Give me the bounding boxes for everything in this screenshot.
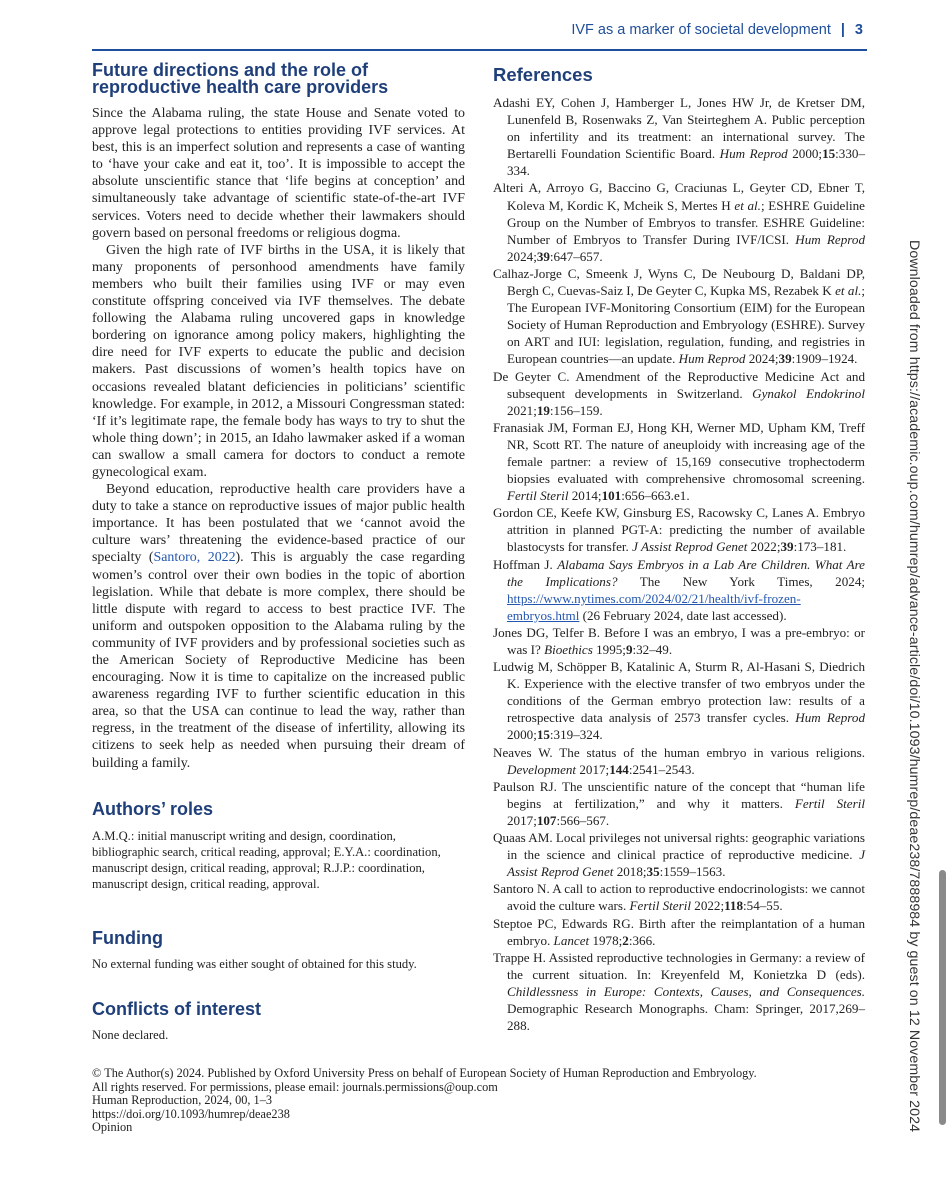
reference-item: Adashi EY, Cohen J, Hamberger L, Jones HW Jr, de Kretser DM, Lunenfeld B, Rosenwaks Z, Van Steirteghem A. Public perception on infertility and its treatment: an international survey. The Bertarelli Foundation Scientific Board. Hum Reprod 2000;15:330–334. [493, 95, 865, 179]
running-title: IVF as a marker of societal development [571, 22, 831, 38]
reference-item: Ludwig M, Schöpper B, Katalinic A, Sturm R, Al-Hasani S, Diedrich K. Experience with the elective transfer of two embryos under the conditions of the German embryo protection law: results of a retrospective data analysis of 2573 transfer cycles. Hum Reprod 2000;15:319–324. [493, 659, 865, 743]
paragraph-3-part-a: Beyond education, reproductive health care providers have a duty to take a stance on reproductive issues of major public health importance. It has been postulated that we ‘cannot avoid the culture wars’ threatening the evidence-based practice of our specialty ( [92, 482, 465, 566]
nytimes-link[interactable]: https://www.nytimes.com/2024/02/21/health/ivf-frozen-embryos.html [507, 590, 801, 623]
references-heading: References [493, 64, 593, 85]
footer-copyright: © The Author(s) 2024. Published by Oxford University Press on behalf of European Society of Human Reproduction and Embryology. [92, 1066, 757, 1080]
reference-item: Jones DG, Telfer B. Before I was an embryo, I was a pre-embryo: or was I? Bioethics 1995;9:32–49. [493, 624, 865, 657]
footer-journal: Human Reproduction, 2024, 00, 1–3 [92, 1093, 272, 1107]
header-rule [92, 49, 867, 51]
future-heading-line1: Future directions and the role of [92, 60, 369, 80]
funding-heading: Funding [92, 927, 163, 948]
footer-permissions: All rights reserved. For permissions, please email: journals.permissions@oup.com [92, 1079, 498, 1094]
reference-item: Paulson RJ. The unscientific nature of the concept that “human life begins at fertilization,” and why it matters. Fertil Steril 2017;107:566–567. [493, 778, 865, 828]
download-watermark: Downloaded from https://academic.oup.com/humrep/advance-article/doi/10.1093/humrep/deae238/7888984 by guest on 12 November 2024 [906, 240, 922, 1133]
authors-roles-heading: Authors’ roles [92, 798, 214, 819]
reference-item: Gordon CE, Keefe KW, Ginsburg ES, Racowsky C, Lanes A. Embryo attrition in planned PGT-A: predicting the number of available blastocysts for transfer. J Assist Reprod Genet 2022;39:173–181. [493, 505, 865, 555]
reference-item: De Geyter C. Amendment of the Reproductive Medicine Act and subsequent developments in Switzerland. Gynakol Endokrinol 2021;19:156–159. [493, 368, 865, 418]
future-heading-line2: reproductive health care providers [92, 77, 389, 97]
paragraph-3 [92, 481, 465, 772]
page-number: 3 [854, 22, 863, 38]
right-column [493, 62, 865, 1034]
left-column [92, 62, 465, 1043]
reference-item: Alteri A, Arroyo G, Baccino G, Craciunas L, Geyter CD, Ebner T, Koleva M, Kordic K, Mcheik S, Mertes H et al.; ESHRE Guideline Group on the Number of Embryos to transfer. ESHRE Guideline: Number of Embryos to Transfer During IVF/ICSI. Hum Reprod 2024;39:647–657. [493, 180, 865, 264]
footer-doi-link[interactable]: https://doi.org/10.1093/humrep/deae238 [92, 1106, 290, 1121]
conflicts-text: None declared. [92, 1027, 169, 1042]
paragraph-2: Given the high rate of IVF births in the USA, it is likely that many proponents of personhood amendments have family members who built their families using IVF or may even constitute offspring conceived via IVF themselves. The debate following the Alabama ruling uncovered gaps in knowledge bordering on ignorance among policy makers, highlighting the dire need for IVF experts to educate the public and decision makers. Past discussions of women’s health topics have on occasions revealed blatant deficiencies in politicians’ scientific knowledge. For example, in 2012, a Missouri Congressman stated: ‘If it’s legitimate rape, the female body has ways to try to shut the whole thing down’; in 2015, an Idaho lawmaker asked if a woman can swallow a small camera for doctors to conduct a remote gynecological exam. [92, 242, 465, 480]
reference-item: Quaas AM. Local privileges not universal rights: geographic variations in the science and clinical practice of reproductive medicine. J Assist Reprod Genet 2018;35:1559–1563. [493, 830, 865, 880]
reference-list [493, 94, 865, 1034]
reference-item: Steptoe PC, Edwards RG. Birth after the reimplantation of a human embryo. Lancet 1978;2:366. [493, 915, 865, 948]
reference-item: Franasiak JM, Forman EJ, Hong KH, Werner MD, Upham KM, Treff NR, Scott RT. The nature of aneuploidy with increasing age of the female partner: a review of 15,169 consecutive trophectoderm biopsies evaluated with comprehensive chromosomal screening. Fertil Steril 2014;101:656–663.e1. [493, 419, 865, 504]
reference-item: Hoffman J. Alabama Says Embryos in a Lab Are Children. What Are the Implications? The New York Times, 2024; https://www.nytimes.com/2024/02/21/health/ivf-frozen-embryos.html (26 February 2024, date last accessed). [493, 556, 866, 623]
reference-item: Trappe H. Assisted reproductive technologies in Germany: a review of the current situation. In: Kreyenfeld M, Konietzka D (eds). Childlessness in Europe: Contexts, Causes, and Consequences. Demographic Research Monographs. Cham: Springer, 2017,269–288. [493, 949, 865, 1034]
scrollbar[interactable] [939, 870, 946, 1125]
footer-article-type: Opinion [92, 1120, 133, 1134]
authors-roles-text: A.M.Q.: initial manuscript writing and design, coordination, bibliographic search, critical reading, approval; E.Y.A.: coordination, manuscript design, critical reading, approval; R.J.P.: coordination, manuscript design, critical reading, approval. [92, 828, 441, 891]
future-directions-body [92, 105, 465, 772]
running-head [571, 22, 863, 38]
citation-link-santoro[interactable]: Santoro, 2022 [153, 550, 236, 566]
conflicts-heading: Conflicts of interest [92, 998, 262, 1019]
paragraph-3-part-b: ). This is arguably the case regarding women’s control over their own bodies in the topic of abortion legislation. While that debate is more complex, there should be little dispute with regard to access to best practice IVF. The uniform and outspoken opposition to the Alabama ruling by the community of IVF providers and by professional societies such as the American Society of Reproductive Medicine has been encouraging. Now it is time to capitalize on the increased public awareness regarding IVF to further scientific education in this area, so that the USA can continue to lead the way, rather than regress, in the treatment of the disease of infertility, allowing its citizens to seek help as needed when pursuing their dream of building a family. [92, 550, 465, 771]
reference-item: Neaves W. The status of the human embryo in various religions. Development 2017;144:2541–2543. [493, 744, 865, 777]
reference-item: Santoro N. A call to action to reproductive endocrinologists: we cannot avoid the culture wars. Fertil Steril 2022;118:54–55. [493, 881, 865, 914]
header-separator: | [840, 22, 845, 38]
paragraph-1: Since the Alabama ruling, the state House and Senate voted to approve legal protections to entities providing IVF services. At best, this is an imperfect solution and represents a case of wanting to ‘have your cake and eat it, too’. It is impossible to accept the absolute unscientific stance that ‘life begins at conception’ and simultaneously take advantage of scientific state-of-the-art IVF services. Voters need to decide whether their lawmakers should govern based on personal freedoms or religious dogma. [92, 106, 465, 241]
copyright-footer [92, 1067, 792, 1135]
reference-item: Calhaz-Jorge C, Smeenk J, Wyns C, De Neubourg D, Baldani DP, Bergh C, Cuevas-Saiz I, De Geyter C, Kupka MS, Rezabek K et al.; The European IVF-Monitoring Consortium (EIM) for the European Society of Human Reproduction and Embryology (ESHRE). Survey on ART and IUI: legislation, regulation, funding, and registries in European countries—an update. Hum Reprod 2024;39:1909–1924. [493, 265, 865, 367]
funding-text: No external funding was either sought of obtained for this study. [92, 956, 417, 971]
future-directions-heading [92, 62, 465, 96]
